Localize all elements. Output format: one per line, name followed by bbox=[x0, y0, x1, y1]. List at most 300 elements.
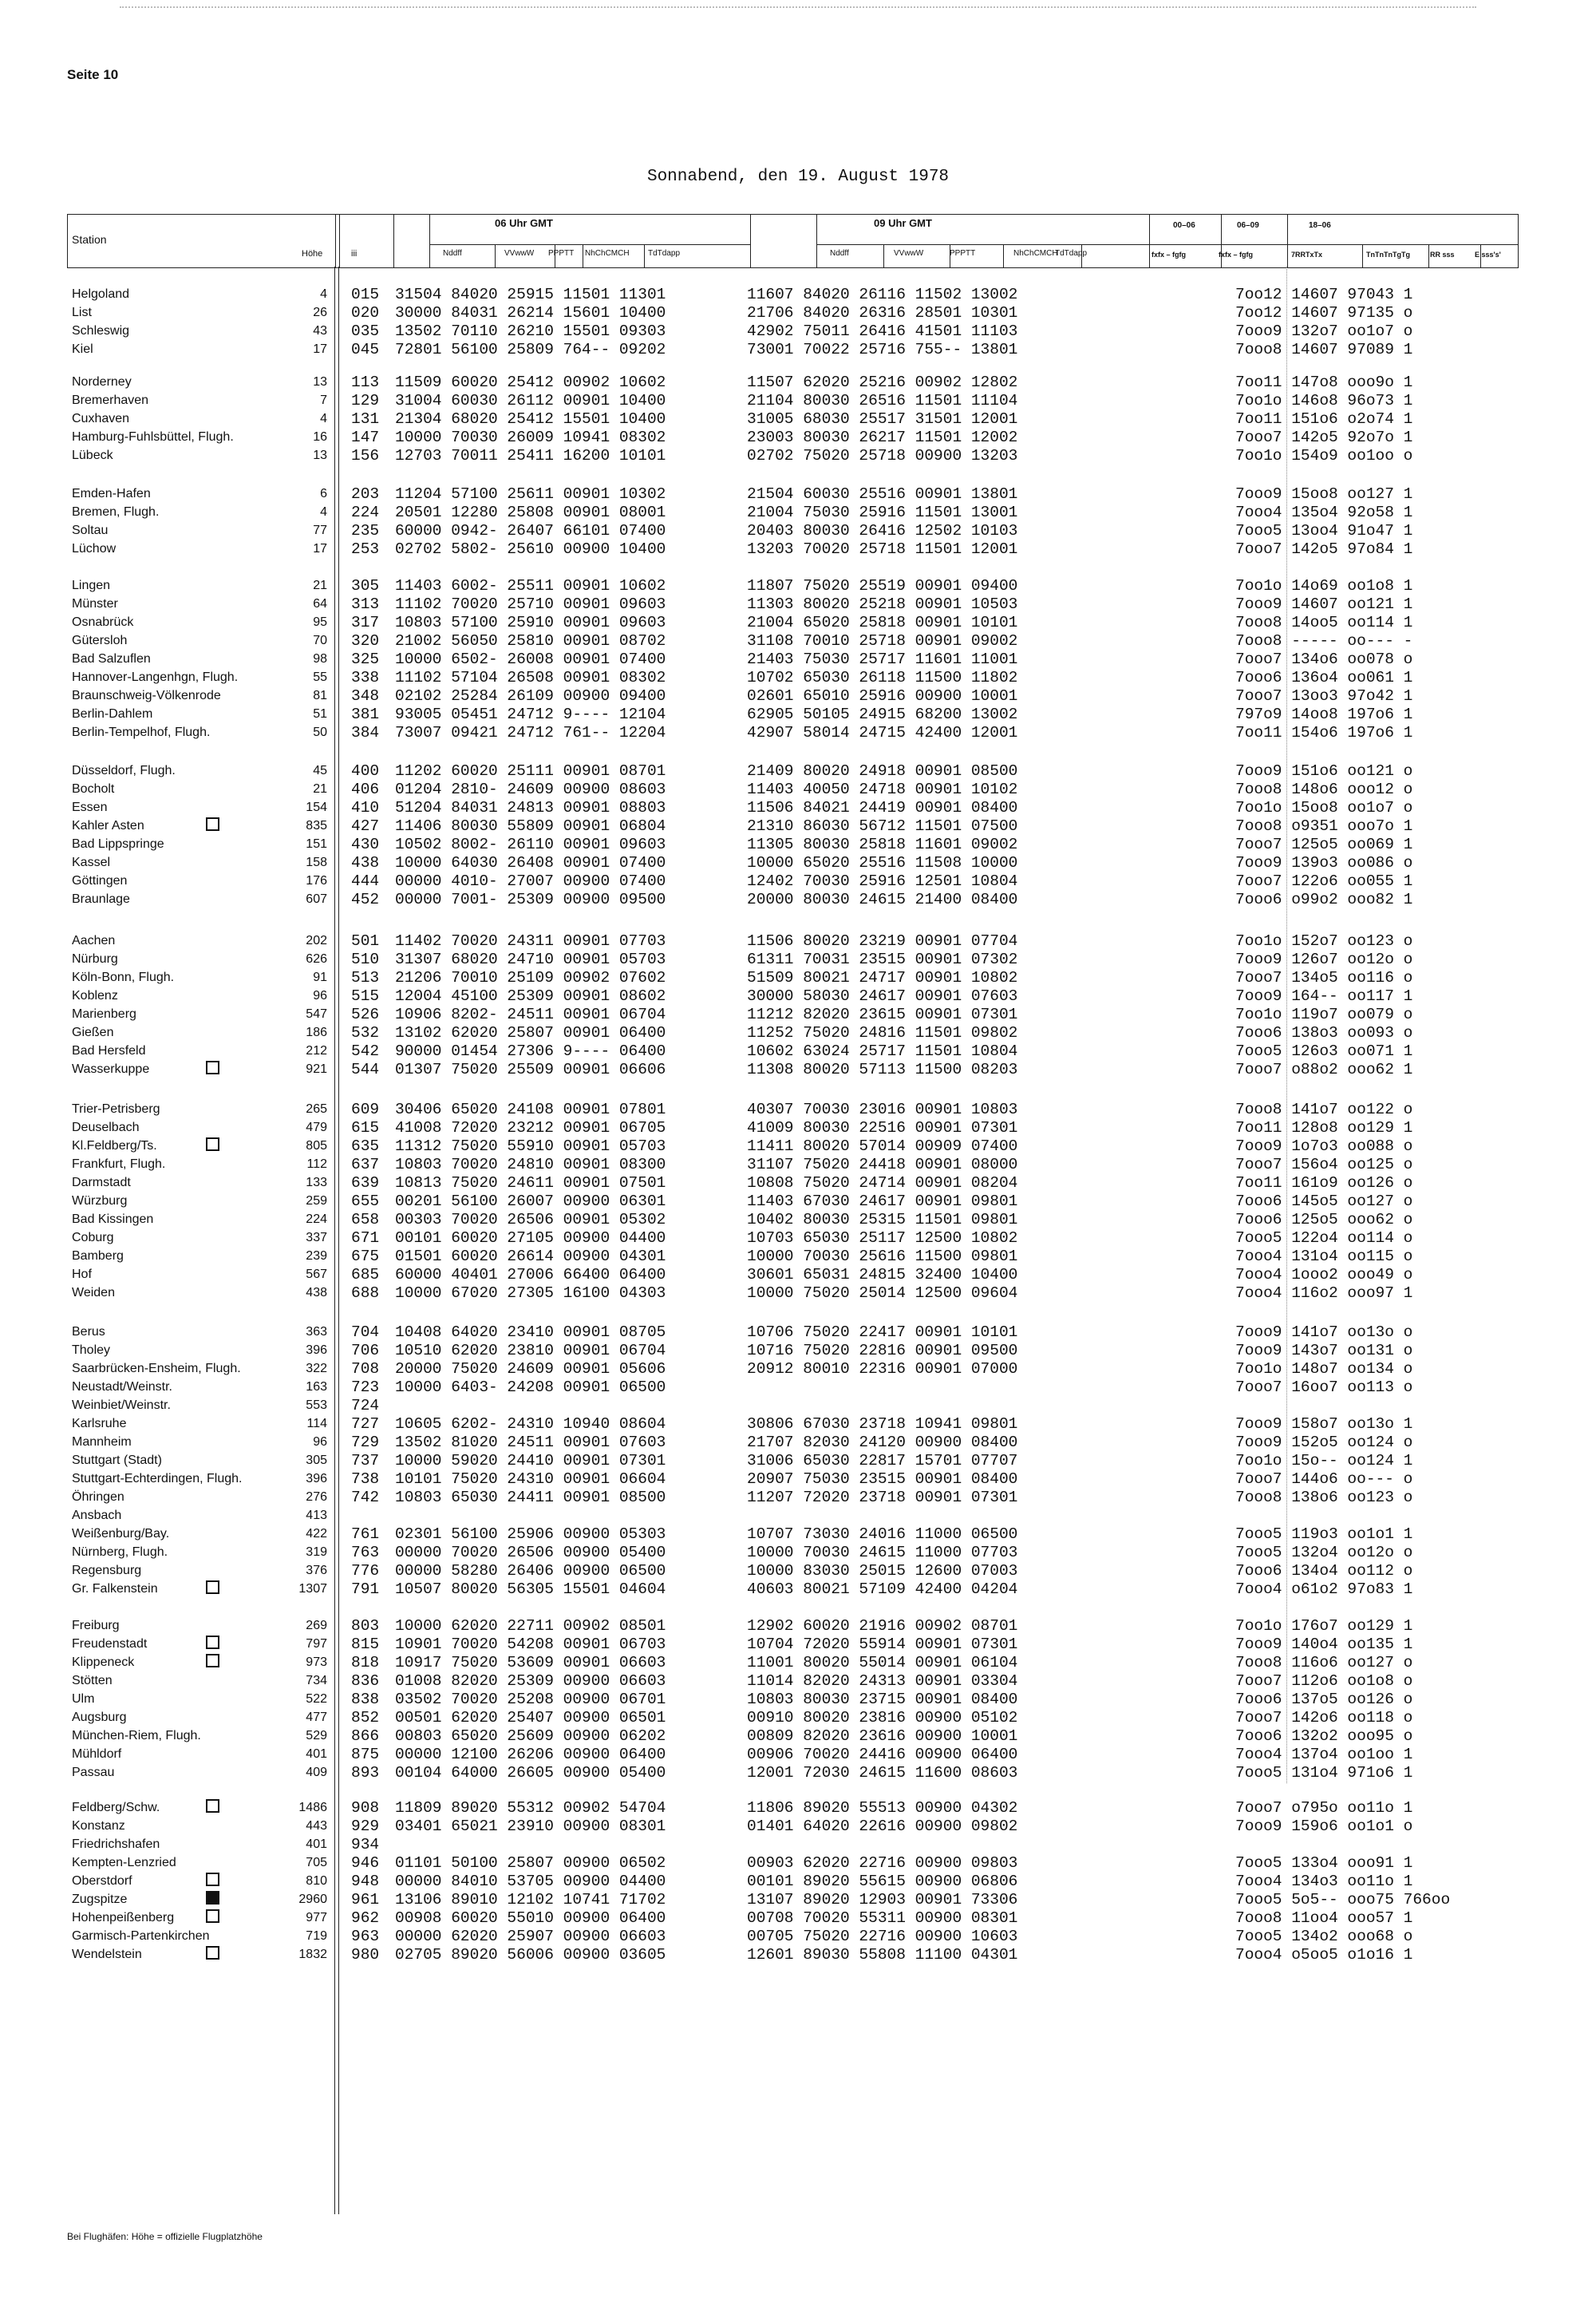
extra-values: 7ooo6 145o5 oo127 o bbox=[1235, 1193, 1413, 1210]
page-title: Sonnabend, den 19. August 1978 bbox=[646, 168, 950, 186]
station-name: Öhringen bbox=[72, 1490, 124, 1504]
table-row bbox=[0, 836, 1596, 853]
station-id: 129 bbox=[351, 392, 380, 409]
station-id: 045 bbox=[351, 341, 380, 358]
table-row bbox=[0, 651, 1596, 668]
station-id: 838 bbox=[351, 1691, 380, 1708]
table-row bbox=[0, 1818, 1596, 1835]
obs-06-gmt: 00000 58280 26406 00900 06500 bbox=[395, 1562, 666, 1580]
station-name: Emden-Hafen bbox=[72, 487, 151, 500]
table-row bbox=[0, 1709, 1596, 1727]
table-row bbox=[0, 1284, 1596, 1302]
extra-values: 7ooo6 134o4 oo112 o bbox=[1235, 1562, 1413, 1580]
table-row bbox=[0, 1580, 1596, 1598]
table-row bbox=[0, 1836, 1596, 1853]
station-name: Trier-Petrisberg bbox=[72, 1102, 160, 1116]
obs-09-gmt: 10000 65020 25516 11508 10000 bbox=[747, 854, 1018, 872]
table-row bbox=[0, 799, 1596, 817]
station-id: 791 bbox=[351, 1580, 380, 1598]
station-name: Hamburg-Fuhlsbüttel, Flugh. bbox=[72, 430, 234, 444]
station-name: Regensburg bbox=[72, 1564, 142, 1577]
station-id: 305 bbox=[351, 577, 380, 595]
station-name: Bad Kissingen bbox=[72, 1212, 154, 1226]
station-name: Helgoland bbox=[72, 287, 130, 301]
station-height: 112 bbox=[306, 1157, 327, 1171]
station-height: 212 bbox=[306, 1044, 327, 1058]
station-name: Coburg bbox=[72, 1231, 114, 1244]
table-row bbox=[0, 540, 1596, 558]
obs-09-gmt: 10000 70030 24615 11000 07703 bbox=[747, 1544, 1018, 1561]
station-name: Düsseldorf, Flugh. bbox=[72, 764, 176, 777]
station-height: 396 bbox=[306, 1343, 327, 1357]
header-ppptt-06: PPPTT bbox=[548, 249, 575, 258]
station-height: 734 bbox=[306, 1674, 327, 1687]
extra-values: 7ooo4 134o3 oo11o 1 bbox=[1235, 1873, 1413, 1890]
station-height: 422 bbox=[306, 1527, 327, 1541]
obs-06-gmt: 01101 50100 25807 00900 06502 bbox=[395, 1854, 666, 1872]
header-nhch-06: NhChCMCH bbox=[585, 249, 630, 258]
table-row bbox=[0, 969, 1596, 987]
obs-09-gmt: 40603 80021 57109 42400 04204 bbox=[747, 1580, 1018, 1598]
obs-09-gmt: 00906 70020 24416 00900 06400 bbox=[747, 1746, 1018, 1763]
obs-06-gmt: 11102 57104 26508 00901 08302 bbox=[395, 669, 666, 686]
station-name: Bad Salzuflen bbox=[72, 652, 151, 666]
extra-values: 7oo11 128o8 oo129 1 bbox=[1235, 1119, 1413, 1137]
extra-values: 7ooo7 134o6 oo078 o bbox=[1235, 651, 1413, 668]
obs-09-gmt: 10716 75020 22816 00901 09500 bbox=[747, 1342, 1018, 1359]
extra-values: 7oo1o 15o-- oo124 1 bbox=[1235, 1452, 1413, 1469]
obs-06-gmt: 10803 57100 25910 00901 09603 bbox=[395, 614, 666, 631]
obs-09-gmt: 30806 67030 23718 10941 09801 bbox=[747, 1415, 1018, 1433]
station-id: 671 bbox=[351, 1229, 380, 1247]
station-name: Göttingen bbox=[72, 874, 128, 888]
station-id: 430 bbox=[351, 836, 380, 853]
extra-values: 7ooo9 1o7o3 oo088 o bbox=[1235, 1137, 1413, 1155]
station-height: 133 bbox=[306, 1176, 327, 1189]
obs-09-gmt: 11506 84021 24419 00901 08400 bbox=[747, 799, 1018, 817]
obs-09-gmt: 11411 80020 57014 00909 07400 bbox=[747, 1137, 1018, 1155]
extra-values: 7ooo6 137o5 oo126 o bbox=[1235, 1691, 1413, 1708]
obs-06-gmt: 12004 45100 25309 00901 08602 bbox=[395, 987, 666, 1005]
obs-06-gmt: 01501 60020 26614 00900 04301 bbox=[395, 1248, 666, 1265]
table-row bbox=[0, 1909, 1596, 1927]
obs-06-gmt: 20501 12280 25808 00901 08001 bbox=[395, 504, 666, 521]
table-row bbox=[0, 706, 1596, 723]
station-name: Oberstdorf bbox=[72, 1874, 132, 1888]
extra-values: 7oo11 154o6 197o6 1 bbox=[1235, 724, 1413, 742]
header-tdtd-06: TdTdapp bbox=[648, 249, 681, 258]
obs-06-gmt: 11509 60020 25412 00902 10602 bbox=[395, 374, 666, 391]
open-square-icon bbox=[206, 1580, 219, 1594]
station-id: 763 bbox=[351, 1544, 380, 1561]
table-row bbox=[0, 1799, 1596, 1817]
station-id: 015 bbox=[351, 286, 380, 303]
station-id: 815 bbox=[351, 1636, 380, 1653]
extra-values: 7oo12 14607 97135 o bbox=[1235, 304, 1413, 322]
obs-06-gmt: 11202 60020 25111 00901 08701 bbox=[395, 762, 666, 780]
station-height: 7 bbox=[320, 394, 327, 407]
station-id: 224 bbox=[351, 504, 380, 521]
station-id: 727 bbox=[351, 1415, 380, 1433]
station-id: 338 bbox=[351, 669, 380, 686]
station-id: 723 bbox=[351, 1378, 380, 1396]
station-id: 704 bbox=[351, 1323, 380, 1341]
station-id: 729 bbox=[351, 1434, 380, 1451]
table-row bbox=[0, 447, 1596, 465]
station-id: 035 bbox=[351, 322, 380, 340]
top-dotted-line bbox=[120, 6, 1476, 8]
obs-09-gmt: 11014 82020 24313 00901 03304 bbox=[747, 1672, 1018, 1690]
header-fxfx-2: fxfx – fgfg bbox=[1219, 251, 1254, 259]
obs-06-gmt: 13102 62020 25807 00901 06400 bbox=[395, 1024, 666, 1042]
station-id: 875 bbox=[351, 1746, 380, 1763]
station-name: Deuselbach bbox=[72, 1121, 140, 1134]
station-height: 319 bbox=[306, 1545, 327, 1559]
station-height: 50 bbox=[313, 726, 327, 739]
obs-09-gmt: 11212 82020 23615 00901 07301 bbox=[747, 1006, 1018, 1023]
extra-values: 7ooo7 142o5 97o84 1 bbox=[1235, 540, 1413, 558]
table-row bbox=[0, 1119, 1596, 1137]
extra-values: 7ooo8 148o6 ooo12 o bbox=[1235, 781, 1413, 798]
station-height: 973 bbox=[306, 1655, 327, 1669]
station-id: 635 bbox=[351, 1137, 380, 1155]
obs-09-gmt: 11252 75020 24816 11501 09802 bbox=[747, 1024, 1018, 1042]
table-row bbox=[0, 1042, 1596, 1060]
station-id: 946 bbox=[351, 1854, 380, 1872]
obs-06-gmt: 11809 89020 55312 00902 54704 bbox=[395, 1799, 666, 1817]
extra-values: 7ooo7 134o5 oo116 o bbox=[1235, 969, 1413, 987]
extra-values: 7ooo8 11oo4 ooo57 1 bbox=[1235, 1909, 1413, 1927]
table-row bbox=[0, 1489, 1596, 1506]
station-id: 818 bbox=[351, 1654, 380, 1671]
table-row bbox=[0, 1525, 1596, 1543]
station-height: 2960 bbox=[298, 1893, 327, 1906]
station-name: Darmstadt bbox=[72, 1176, 131, 1189]
table-row bbox=[0, 669, 1596, 686]
obs-09-gmt: 41009 80030 22516 00901 07301 bbox=[747, 1119, 1018, 1137]
station-name: Weinbiet/Weinstr. bbox=[72, 1398, 171, 1412]
station-id: 532 bbox=[351, 1024, 380, 1042]
station-id: 658 bbox=[351, 1211, 380, 1228]
extra-values: 7oo11 161o9 oo126 o bbox=[1235, 1174, 1413, 1192]
station-name: Soltau bbox=[72, 524, 109, 537]
station-name: München-Riem, Flugh. bbox=[72, 1729, 201, 1742]
obs-09-gmt: 11507 62020 25216 00902 12802 bbox=[747, 374, 1018, 391]
table-row bbox=[0, 1452, 1596, 1469]
station-height: 797 bbox=[306, 1637, 327, 1651]
station-id: 542 bbox=[351, 1042, 380, 1060]
extra-values: 7ooo9 141o7 oo13o o bbox=[1235, 1323, 1413, 1341]
obs-09-gmt: 10704 72020 55914 00901 07301 bbox=[747, 1636, 1018, 1653]
station-name: Neustadt/Weinstr. bbox=[72, 1380, 172, 1394]
obs-06-gmt: 21206 70010 25109 00902 07602 bbox=[395, 969, 666, 987]
obs-09-gmt: 21310 86030 56712 11501 07500 bbox=[747, 817, 1018, 835]
obs-06-gmt: 10605 6202- 24310 10940 08604 bbox=[395, 1415, 666, 1433]
station-id: 948 bbox=[351, 1873, 380, 1890]
station-height: 401 bbox=[306, 1747, 327, 1761]
station-id: 515 bbox=[351, 987, 380, 1005]
obs-06-gmt: 00803 65020 25609 00900 06202 bbox=[395, 1727, 666, 1745]
obs-09-gmt: 11303 80020 25218 00901 10503 bbox=[747, 595, 1018, 613]
station-height: 1486 bbox=[298, 1801, 327, 1814]
table-row bbox=[0, 932, 1596, 950]
extra-values: 7ooo6 132o2 ooo95 o bbox=[1235, 1727, 1413, 1745]
obs-09-gmt: 00101 89020 55615 00900 06806 bbox=[747, 1873, 1018, 1890]
station-id: 893 bbox=[351, 1764, 380, 1782]
obs-09-gmt: 13107 89020 12903 00901 73306 bbox=[747, 1891, 1018, 1909]
header-nddff-06: Nddff bbox=[443, 249, 462, 258]
obs-06-gmt: 10502 8002- 26110 00901 09603 bbox=[395, 836, 666, 853]
station-height: 305 bbox=[306, 1454, 327, 1467]
station-height: 265 bbox=[306, 1102, 327, 1116]
station-name: Kl.Feldberg/Ts. bbox=[72, 1139, 157, 1153]
station-name: Konstanz bbox=[72, 1819, 125, 1833]
station-name: Zugspitze bbox=[72, 1893, 128, 1906]
extra-values: 7ooo8 14607 97089 1 bbox=[1235, 341, 1413, 358]
obs-09-gmt: 21706 84020 26316 28501 10301 bbox=[747, 304, 1018, 322]
extra-values: 797o9 14oo8 197o6 1 bbox=[1235, 706, 1413, 723]
station-id: 737 bbox=[351, 1452, 380, 1469]
table-row bbox=[0, 872, 1596, 890]
station-id: 313 bbox=[351, 595, 380, 613]
extra-values: 7ooo4 1ooo2 ooo49 o bbox=[1235, 1266, 1413, 1284]
station-id: 615 bbox=[351, 1119, 380, 1137]
open-square-icon bbox=[206, 1946, 219, 1960]
extra-values: 7ooo4 135o4 92o58 1 bbox=[1235, 504, 1413, 521]
table-row bbox=[0, 1006, 1596, 1023]
station-height: 921 bbox=[306, 1062, 327, 1076]
station-name: Lübeck bbox=[72, 449, 113, 462]
station-height: 1307 bbox=[298, 1582, 327, 1596]
station-name: Ulm bbox=[72, 1692, 95, 1706]
obs-06-gmt: 03502 70020 25208 00900 06701 bbox=[395, 1691, 666, 1708]
station-name: Kahler Asten bbox=[72, 819, 144, 833]
obs-09-gmt: 11403 40050 24718 00901 10102 bbox=[747, 781, 1018, 798]
extra-values: 7ooo8 14oo5 oo114 1 bbox=[1235, 614, 1413, 631]
station-name: Kassel bbox=[72, 856, 111, 869]
station-height: 13 bbox=[313, 449, 327, 462]
extra-values: 7ooo6 138o3 oo093 o bbox=[1235, 1024, 1413, 1042]
station-height: 4 bbox=[320, 412, 327, 425]
obs-06-gmt: 13502 70110 26210 15501 09303 bbox=[395, 322, 666, 340]
station-id: 655 bbox=[351, 1193, 380, 1210]
station-height: 529 bbox=[306, 1729, 327, 1742]
extra-values: 7ooo4 137o4 oo1oo 1 bbox=[1235, 1746, 1413, 1763]
station-name: Hannover-Langenhgn, Flugh. bbox=[72, 670, 239, 684]
station-name: Münster bbox=[72, 597, 118, 611]
table-row bbox=[0, 429, 1596, 446]
table-row bbox=[0, 1562, 1596, 1580]
station-height: 477 bbox=[306, 1711, 327, 1724]
extra-values: 7ooo7 o795o oo11o 1 bbox=[1235, 1799, 1413, 1817]
obs-06-gmt: 00000 12100 26206 00900 06400 bbox=[395, 1746, 666, 1763]
station-id: 934 bbox=[351, 1836, 380, 1853]
obs-09-gmt: 11001 80020 55014 00901 06104 bbox=[747, 1654, 1018, 1671]
obs-09-gmt: 10803 80030 23715 00901 08400 bbox=[747, 1691, 1018, 1708]
station-name: Lingen bbox=[72, 579, 111, 592]
extra-values: 7ooo7 156o4 oo125 o bbox=[1235, 1156, 1413, 1173]
obs-06-gmt: 31307 68020 24710 00901 05703 bbox=[395, 951, 666, 968]
station-height: 363 bbox=[306, 1325, 327, 1339]
station-name: Gießen bbox=[72, 1026, 114, 1039]
obs-06-gmt: 41008 72020 23212 00901 06705 bbox=[395, 1119, 666, 1137]
station-name: Bamberg bbox=[72, 1249, 124, 1263]
table-row bbox=[0, 1193, 1596, 1210]
obs-06-gmt: 12703 70011 25411 16200 10101 bbox=[395, 447, 666, 465]
extra-values: 7ooo9 151o6 oo121 o bbox=[1235, 762, 1413, 780]
station-height: 1832 bbox=[298, 1948, 327, 1961]
station-name: Essen bbox=[72, 801, 108, 814]
obs-09-gmt: 13203 70020 25718 11501 12001 bbox=[747, 540, 1018, 558]
header-station: Station bbox=[72, 233, 107, 246]
station-name: List bbox=[72, 306, 92, 319]
station-id: 317 bbox=[351, 614, 380, 631]
station-height: 567 bbox=[306, 1268, 327, 1281]
obs-09-gmt: 31108 70010 25718 00901 09002 bbox=[747, 632, 1018, 650]
station-height: 55 bbox=[313, 670, 327, 684]
header-09-gmt: 09 Uhr GMT bbox=[874, 217, 932, 229]
station-id: 510 bbox=[351, 951, 380, 968]
obs-09-gmt: 21004 75030 25916 11501 13001 bbox=[747, 504, 1018, 521]
extra-values: 7ooo7 144o6 oo--- o bbox=[1235, 1470, 1413, 1488]
station-name: Karlsruhe bbox=[72, 1417, 127, 1430]
obs-09-gmt: 11403 67030 24617 00901 09801 bbox=[747, 1193, 1018, 1210]
obs-06-gmt: 60000 40401 27006 66400 06400 bbox=[395, 1266, 666, 1284]
extra-values: 7ooo7 112o6 oo1o8 o bbox=[1235, 1672, 1413, 1690]
header-tdtd-09: TdTdapp bbox=[1055, 249, 1088, 258]
obs-06-gmt: 00908 60020 55010 00900 06400 bbox=[395, 1909, 666, 1927]
obs-06-gmt: 20000 75020 24609 00901 05606 bbox=[395, 1360, 666, 1378]
station-height: 269 bbox=[306, 1619, 327, 1632]
obs-06-gmt: 10101 75020 24310 00901 06604 bbox=[395, 1470, 666, 1488]
extra-values: 7ooo8 138o6 oo123 o bbox=[1235, 1489, 1413, 1506]
station-name: Freudenstadt bbox=[72, 1637, 148, 1651]
station-id: 427 bbox=[351, 817, 380, 835]
station-id: 147 bbox=[351, 429, 380, 446]
page-number: Seite 10 bbox=[67, 67, 119, 82]
filled-square-icon bbox=[206, 1891, 219, 1905]
station-name: Klippeneck bbox=[72, 1655, 135, 1669]
station-id: 908 bbox=[351, 1799, 380, 1817]
table-row bbox=[0, 410, 1596, 428]
table-row bbox=[0, 504, 1596, 521]
extra-values: 7ooo7 125o5 oo069 1 bbox=[1235, 836, 1413, 853]
station-height: 409 bbox=[306, 1766, 327, 1779]
extra-values: 7ooo4 o5oo5 o1o16 1 bbox=[1235, 1946, 1413, 1964]
open-square-icon bbox=[206, 1799, 219, 1813]
table-row bbox=[0, 1342, 1596, 1359]
table-row bbox=[0, 595, 1596, 613]
station-name: Kiel bbox=[72, 342, 93, 356]
header-vvwww-06: VVwwW bbox=[504, 249, 535, 258]
extra-values: 7ooo8 o9351 ooo7o 1 bbox=[1235, 817, 1413, 835]
station-height: 522 bbox=[306, 1692, 327, 1706]
obs-06-gmt: 60000 0942- 26407 66101 07400 bbox=[395, 522, 666, 540]
station-name: Lüchow bbox=[72, 542, 117, 556]
obs-09-gmt: 12402 70030 25916 12501 10804 bbox=[747, 872, 1018, 890]
open-square-icon bbox=[206, 1636, 219, 1649]
obs-06-gmt: 93005 05451 24712 9---- 12104 bbox=[395, 706, 666, 723]
station-id: 961 bbox=[351, 1891, 380, 1909]
obs-09-gmt: 02702 75020 25718 00900 13203 bbox=[747, 447, 1018, 465]
obs-06-gmt: 72801 56100 25809 764-- 09202 bbox=[395, 341, 666, 358]
obs-06-gmt: 11312 75020 55910 00901 05703 bbox=[395, 1137, 666, 1155]
extra-values: 7ooo9 158o7 oo13o 1 bbox=[1235, 1415, 1413, 1433]
obs-09-gmt: 10707 73030 24016 11000 06500 bbox=[747, 1525, 1018, 1543]
station-height: 64 bbox=[313, 597, 327, 611]
station-height: 163 bbox=[306, 1380, 327, 1394]
station-id: 438 bbox=[351, 854, 380, 872]
station-name: Osnabrück bbox=[72, 615, 134, 629]
obs-09-gmt: 21409 80020 24918 00901 08500 bbox=[747, 762, 1018, 780]
station-name: Weißenburg/Bay. bbox=[72, 1527, 170, 1541]
station-id: 253 bbox=[351, 540, 380, 558]
obs-09-gmt: 12001 72030 24615 11600 08603 bbox=[747, 1764, 1018, 1782]
obs-06-gmt: 10507 80020 56305 15501 04604 bbox=[395, 1580, 666, 1598]
station-id: 113 bbox=[351, 374, 380, 391]
station-id: 609 bbox=[351, 1101, 380, 1118]
extra-values: 7oo11 151o6 o2o74 1 bbox=[1235, 410, 1413, 428]
station-height: 705 bbox=[306, 1856, 327, 1869]
station-height: 337 bbox=[306, 1231, 327, 1244]
header-06-gmt: 06 Uhr GMT bbox=[495, 217, 553, 229]
extra-values: 7ooo7 122o6 oo055 1 bbox=[1235, 872, 1413, 890]
station-id: 776 bbox=[351, 1562, 380, 1580]
station-name: Bad Lippspringe bbox=[72, 837, 164, 851]
table-row bbox=[0, 951, 1596, 968]
station-height: 16 bbox=[313, 430, 327, 444]
station-height: 21 bbox=[313, 579, 327, 592]
extra-values: 7ooo7 13oo3 97o42 1 bbox=[1235, 687, 1413, 705]
obs-09-gmt: 20907 75030 23515 00901 08400 bbox=[747, 1470, 1018, 1488]
station-height: 95 bbox=[313, 615, 327, 629]
extra-values: 7ooo5 126o3 oo071 1 bbox=[1235, 1042, 1413, 1060]
station-id: 929 bbox=[351, 1818, 380, 1835]
station-name: Berlin-Tempelhof, Flugh. bbox=[72, 726, 211, 739]
station-name: Friedrichshafen bbox=[72, 1837, 160, 1851]
station-name: Braunlage bbox=[72, 892, 130, 906]
station-id: 675 bbox=[351, 1248, 380, 1265]
station-id: 685 bbox=[351, 1266, 380, 1284]
station-height: 4 bbox=[320, 287, 327, 301]
obs-06-gmt: 11406 80030 55809 00901 06804 bbox=[395, 817, 666, 835]
table-row bbox=[0, 1617, 1596, 1635]
station-name: Wasserkuppe bbox=[72, 1062, 150, 1076]
station-height: 547 bbox=[306, 1007, 327, 1021]
station-id: 325 bbox=[351, 651, 380, 668]
station-height: 239 bbox=[306, 1249, 327, 1263]
obs-09-gmt: 21104 80030 26516 11501 11104 bbox=[747, 392, 1018, 409]
station-id: 639 bbox=[351, 1174, 380, 1192]
station-name: Augsburg bbox=[72, 1711, 127, 1724]
station-name: Marienberg bbox=[72, 1007, 136, 1021]
obs-06-gmt: 51204 84031 24813 00901 08803 bbox=[395, 799, 666, 817]
extra-values: 7ooo5 133o4 ooo91 1 bbox=[1235, 1854, 1413, 1872]
extra-values: 7ooo7 o88o2 ooo62 1 bbox=[1235, 1061, 1413, 1078]
station-id: 381 bbox=[351, 706, 380, 723]
obs-09-gmt: 00809 82020 23616 00900 10001 bbox=[747, 1727, 1018, 1745]
station-id: 348 bbox=[351, 687, 380, 705]
obs-06-gmt: 10000 64030 26408 00901 07400 bbox=[395, 854, 666, 872]
station-id: 526 bbox=[351, 1006, 380, 1023]
table-row bbox=[0, 1248, 1596, 1265]
station-name: Berlin-Dahlem bbox=[72, 707, 153, 721]
obs-09-gmt: 10602 63024 25717 11501 10804 bbox=[747, 1042, 1018, 1060]
obs-09-gmt: 21504 60030 25516 00901 13801 bbox=[747, 485, 1018, 503]
table-row bbox=[0, 322, 1596, 340]
station-id: 724 bbox=[351, 1397, 380, 1414]
extra-values: 7ooo7 142o6 oo118 o bbox=[1235, 1709, 1413, 1727]
